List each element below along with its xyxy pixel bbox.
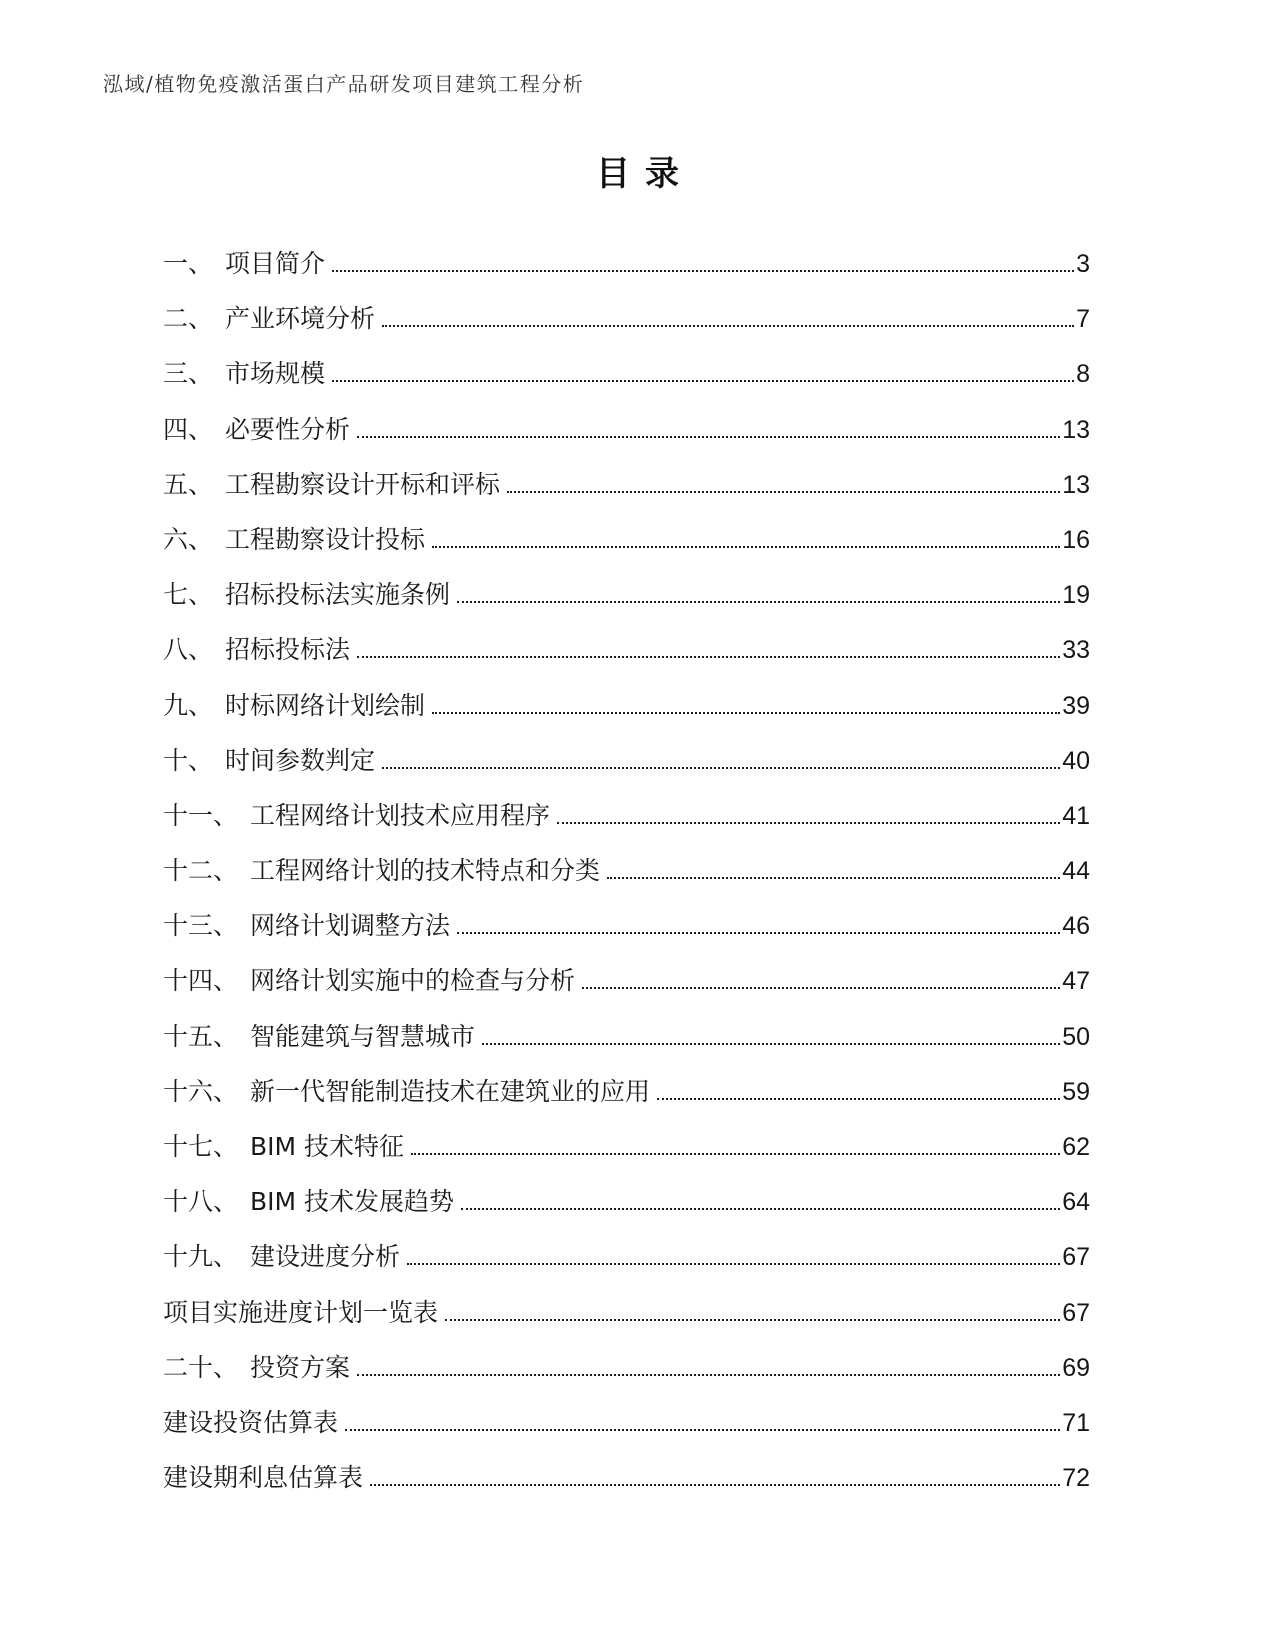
toc-page-number: 59 xyxy=(1062,1077,1090,1106)
toc-page-number: 8 xyxy=(1076,360,1090,389)
toc-page-number: 44 xyxy=(1062,857,1090,886)
toc-entry-title: 工程网络计划技术应用程序 xyxy=(250,800,551,830)
toc-entry-title: BIM 技术特征 xyxy=(250,1132,405,1161)
toc-leader-dots xyxy=(332,380,1074,382)
toc-entry[interactable] xyxy=(163,952,1090,1007)
toc-leader-dots xyxy=(457,601,1060,603)
toc-entry-title: 建设进度分析 xyxy=(250,1242,401,1272)
toc-entry-title: 新一代智能制造技术在建筑业的应用 xyxy=(250,1076,651,1106)
toc-entry-title: 工程网络计划的技术特点和分类 xyxy=(250,856,601,886)
toc-entry-title: 时间参数判定 xyxy=(225,745,376,775)
toc-leader-dots xyxy=(507,491,1060,493)
toc-entry[interactable] xyxy=(163,290,1090,345)
toc-page-number: 47 xyxy=(1062,967,1090,996)
toc-entry-number: 十七、 xyxy=(163,1132,239,1161)
toc-entry[interactable] xyxy=(163,1118,1090,1173)
toc-page-number: 41 xyxy=(1062,801,1090,830)
toc-entry-number: 二十、 xyxy=(163,1352,239,1382)
toc-entry[interactable] xyxy=(163,787,1090,842)
toc-entry-title: 项目简介 xyxy=(225,249,326,278)
toc-entry-number: 十八、 xyxy=(163,1187,239,1217)
toc-leader-dots xyxy=(370,1484,1060,1486)
toc-entry[interactable] xyxy=(163,456,1090,511)
toc-page-number: 72 xyxy=(1062,1464,1090,1493)
toc-entry[interactable] xyxy=(163,1339,1090,1394)
toc-leader-dots xyxy=(411,1153,1060,1155)
toc-leader-dots xyxy=(432,546,1060,548)
toc-page-number: 50 xyxy=(1062,1022,1090,1051)
toc-leader-dots xyxy=(357,436,1060,438)
toc-entry[interactable] xyxy=(163,621,1090,676)
toc-entry-title: 产业环境分析 xyxy=(225,304,376,334)
toc-leader-dots xyxy=(461,1208,1060,1210)
toc-entry-title: 网络计划调整方法 xyxy=(250,911,451,941)
toc-page-number: 19 xyxy=(1062,581,1090,610)
toc-list xyxy=(163,235,1090,1504)
toc-leader-dots xyxy=(657,1098,1060,1100)
toc-leader-dots xyxy=(382,767,1060,769)
toc-entry-number: 十一、 xyxy=(163,800,239,830)
toc-page-number: 62 xyxy=(1062,1133,1090,1161)
toc-entry-number: 十五、 xyxy=(163,1021,239,1051)
toc-page-number: 40 xyxy=(1062,746,1090,775)
toc-entry-number: 四、 xyxy=(163,414,214,444)
page-title: 目录 xyxy=(596,154,694,194)
toc-entry[interactable] xyxy=(163,677,1090,732)
toc-entry-number: 六、 xyxy=(163,524,214,554)
toc-leader-dots xyxy=(482,1043,1060,1045)
toc-page-number: 64 xyxy=(1062,1188,1090,1217)
toc-entry[interactable] xyxy=(163,897,1090,952)
toc-leader-dots xyxy=(445,1319,1060,1321)
toc-entry[interactable] xyxy=(163,345,1090,400)
toc-entry-title: 建设投资估算表 xyxy=(163,1407,339,1437)
toc-leader-dots xyxy=(557,822,1060,824)
toc-page-number: 16 xyxy=(1062,525,1090,554)
toc-page-number: 33 xyxy=(1062,636,1090,665)
toc-entry-title: 工程勘察设计开标和评标 xyxy=(225,469,501,499)
toc-entry-number: 十三、 xyxy=(163,911,239,941)
toc-entry-title: 项目实施进度计划一览表 xyxy=(163,1297,439,1327)
toc-entry-number: 十、 xyxy=(163,745,214,775)
toc-page-number: 7 xyxy=(1076,305,1090,334)
toc-entry-title: 智能建筑与智慧城市 xyxy=(250,1021,476,1051)
toc-page-number: 71 xyxy=(1062,1408,1090,1437)
toc-entry[interactable] xyxy=(163,566,1090,621)
toc-entry-number: 十六、 xyxy=(163,1076,239,1106)
toc-leader-dots xyxy=(357,656,1060,658)
toc-entry[interactable] xyxy=(163,842,1090,897)
toc-entry-number: 三、 xyxy=(163,359,214,389)
toc-entry-number: 十九、 xyxy=(163,1242,239,1272)
toc-leader-dots xyxy=(457,932,1060,934)
toc-entry-title: BIM 技术发展趋势 xyxy=(250,1187,455,1217)
toc-entry[interactable] xyxy=(163,235,1090,290)
toc-entry[interactable] xyxy=(163,1449,1090,1504)
toc-page-number: 13 xyxy=(1062,470,1090,499)
toc-entry[interactable] xyxy=(163,1228,1090,1283)
toc-entry-number: 八、 xyxy=(163,635,214,665)
toc-entry-title: 招标投标法实施条例 xyxy=(225,580,451,610)
toc-leader-dots xyxy=(357,1374,1060,1376)
toc-entry-title: 招标投标法 xyxy=(225,635,351,665)
toc-page-number: 3 xyxy=(1076,250,1090,278)
document-header: 泓域/植物免疫激活蛋白产品研发项目建筑工程分析 xyxy=(103,72,585,96)
toc-leader-dots xyxy=(382,325,1074,327)
toc-leader-dots xyxy=(432,712,1060,714)
toc-entry-title: 建设期利息估算表 xyxy=(163,1463,364,1493)
toc-entry[interactable] xyxy=(163,732,1090,787)
toc-entry-title: 时标网络计划绘制 xyxy=(225,690,426,720)
toc-entry-number: 五、 xyxy=(163,469,214,499)
toc-page-number: 67 xyxy=(1062,1243,1090,1272)
toc-entry-number: 七、 xyxy=(163,580,214,610)
toc-entry[interactable] xyxy=(163,1394,1090,1449)
toc-entry-number: 一、 xyxy=(163,249,214,278)
toc-entry-title: 网络计划实施中的检查与分析 xyxy=(250,966,576,996)
toc-entry[interactable] xyxy=(163,1063,1090,1118)
toc-leader-dots xyxy=(582,987,1060,989)
toc-entry[interactable] xyxy=(163,511,1090,566)
toc-entry-number: 十二、 xyxy=(163,856,239,886)
toc-entry-title: 必要性分析 xyxy=(225,414,351,444)
toc-page-number: 69 xyxy=(1062,1353,1090,1382)
toc-entry-title: 市场规模 xyxy=(225,359,326,389)
toc-leader-dots xyxy=(607,877,1060,879)
toc-leader-dots xyxy=(345,1429,1060,1431)
toc-entry-title: 工程勘察设计投标 xyxy=(225,524,426,554)
toc-leader-dots xyxy=(407,1263,1060,1265)
toc-entry[interactable] xyxy=(163,1173,1090,1228)
toc-page-number: 39 xyxy=(1062,691,1090,720)
toc-leader-dots xyxy=(332,270,1074,272)
toc-page-number: 46 xyxy=(1062,912,1090,941)
toc-entry[interactable] xyxy=(163,1008,1090,1063)
toc-entry[interactable] xyxy=(163,1284,1090,1339)
toc-page-number: 13 xyxy=(1062,415,1090,444)
toc-entry-number: 九、 xyxy=(163,690,214,720)
toc-entry-title: 投资方案 xyxy=(250,1352,351,1382)
toc-page-number: 67 xyxy=(1062,1298,1090,1327)
toc-entry[interactable] xyxy=(163,401,1090,456)
toc-entry-number: 十四、 xyxy=(163,966,239,996)
toc-entry-number: 二、 xyxy=(163,304,214,334)
